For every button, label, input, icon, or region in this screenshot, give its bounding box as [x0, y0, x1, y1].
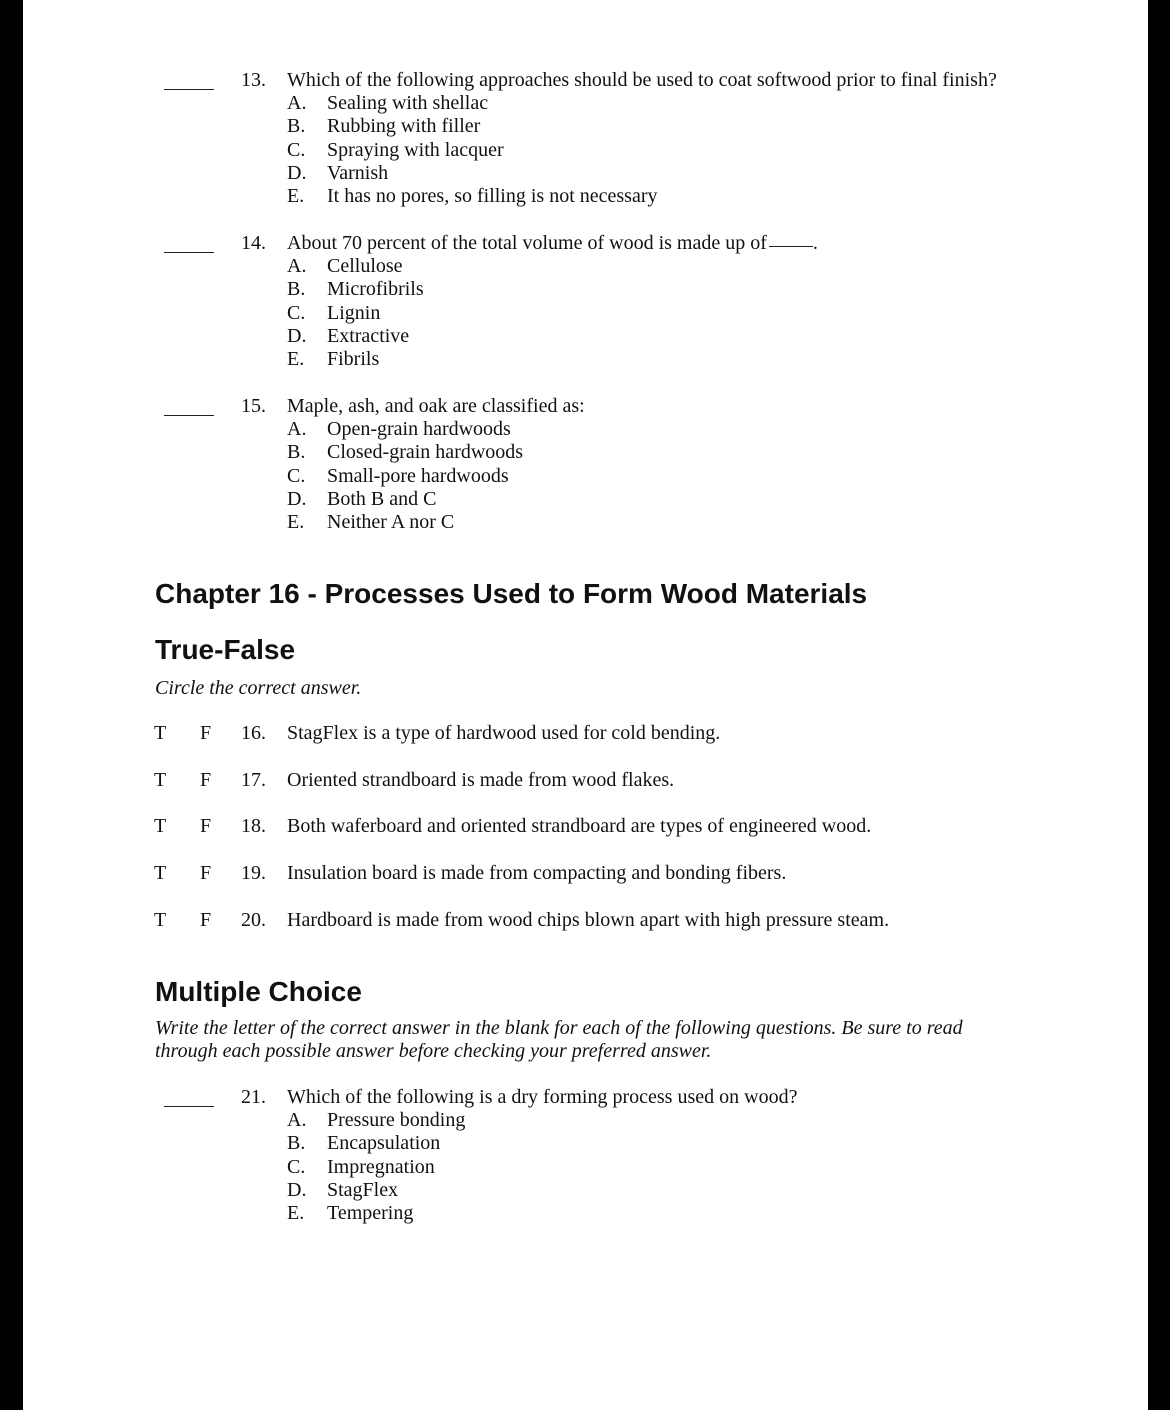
multiple-choice-heading: Multiple Choice: [155, 976, 362, 1007]
true-false-instruction: Circle the correct answer.: [155, 677, 362, 699]
chapter-title: Chapter 16 - Processes Used to Form Wood Materials: [155, 578, 868, 609]
item-number: 19.: [241, 862, 266, 884]
item-statement: StagFlex is a type of hardwood used for cold bending.: [287, 722, 721, 744]
instruction-line: through each possible answer before checking your preferred answer.: [155, 1040, 712, 1062]
false-option[interactable]: F: [200, 769, 212, 791]
answer-blank[interactable]: [164, 393, 214, 416]
true-option[interactable]: T: [154, 909, 167, 931]
item-statement: Hardboard is made from wood chips blown apart with high pressure steam.: [287, 909, 890, 931]
question-text: Which of the following approaches should be used to coat softwood prior to final finish?: [287, 69, 997, 91]
question-number: 15.: [241, 395, 266, 417]
item-number: 20.: [241, 909, 266, 931]
true-option[interactable]: T: [154, 815, 167, 837]
false-option[interactable]: F: [200, 815, 212, 837]
false-option[interactable]: F: [200, 722, 212, 744]
answer-blank[interactable]: [164, 230, 214, 253]
question-text: Which of the following is a dry forming process used on wood?: [287, 1086, 798, 1108]
instruction-line: Write the letter of the correct answer in the blank for each of the following questions. Be sure to read: [155, 1017, 963, 1039]
item-statement: Both waferboard and oriented strandboard are types of engineered wood.: [287, 815, 872, 837]
tf-item-19: [23, 862, 1148, 886]
question-number: 21.: [241, 1086, 266, 1108]
multiple-choice-instruction: [155, 1017, 963, 1063]
question-number: 13.: [241, 69, 266, 91]
tf-item-20: [23, 909, 1148, 933]
item-statement: Oriented strandboard is made from wood flakes.: [287, 769, 675, 791]
document-page: 13. Which of the following approaches should be used to coat softwood prior to final finish? A. Sealing with shellac B. Rubbing with filler C. Spraying with lacquer D. Varnish E. It has no pores, so filling is not necessary 14. About 70 percent of the total volume of wood is made up of . A. Cellulose B. Microfibrils C. Lignin D. Extractive E. Fibrils 15. Maple, ash, and oak are classified as: A. Open-grain hardwoods B. Closed-grain hardwoods C. Small-pore hardwoods D. Both B and C E. Neither A nor C Chapter 16 - Processes Used to Form Wood Materials True-False Circle the correct answer. T F 16. StagFlex is a type of hardwood used for cold bending. T F 17. Oriented strandboard is made from wood flakes. T F 18. Both waferboard and oriented strandboard are types of engineered wood. T F 19. Insulation board is made from compacting and bonding fibers. T F 20. Hardboard is made from wood chips blown apart with high pressure steam. Multiple Choice Write the letter of the correct answer in the blank for each of the following questions. Be sure to read through each possible answer before checking your preferred answer. 21. Which of the following is a dry forming process used on wood? A. Pressure bonding B. Encapsulation C. Impregnation D. StagFlex E. Tempering: [23, 0, 1148, 1410]
question-text: Maple, ash, and oak are classified as:: [287, 395, 585, 417]
true-option[interactable]: T: [154, 862, 167, 884]
false-option[interactable]: F: [200, 862, 212, 884]
question-text: About 70 percent of the total volume of wood is made up of .: [287, 232, 818, 254]
item-number: 18.: [241, 815, 266, 837]
item-number: 17.: [241, 769, 266, 791]
question-number: 14.: [241, 232, 266, 254]
true-false-heading: True-False: [155, 634, 296, 665]
tf-item-18: [23, 815, 1148, 839]
tf-item-17: [23, 769, 1148, 793]
item-number: 16.: [241, 722, 266, 744]
item-statement: Insulation board is made from compacting and bonding fibers.: [287, 862, 787, 884]
true-option[interactable]: T: [154, 722, 167, 744]
inline-blank: [769, 245, 813, 247]
answer-blank[interactable]: [164, 1084, 214, 1107]
false-option[interactable]: F: [200, 909, 212, 931]
answer-blank[interactable]: [164, 67, 214, 90]
tf-item-16: [23, 722, 1148, 746]
true-option[interactable]: T: [154, 769, 167, 791]
